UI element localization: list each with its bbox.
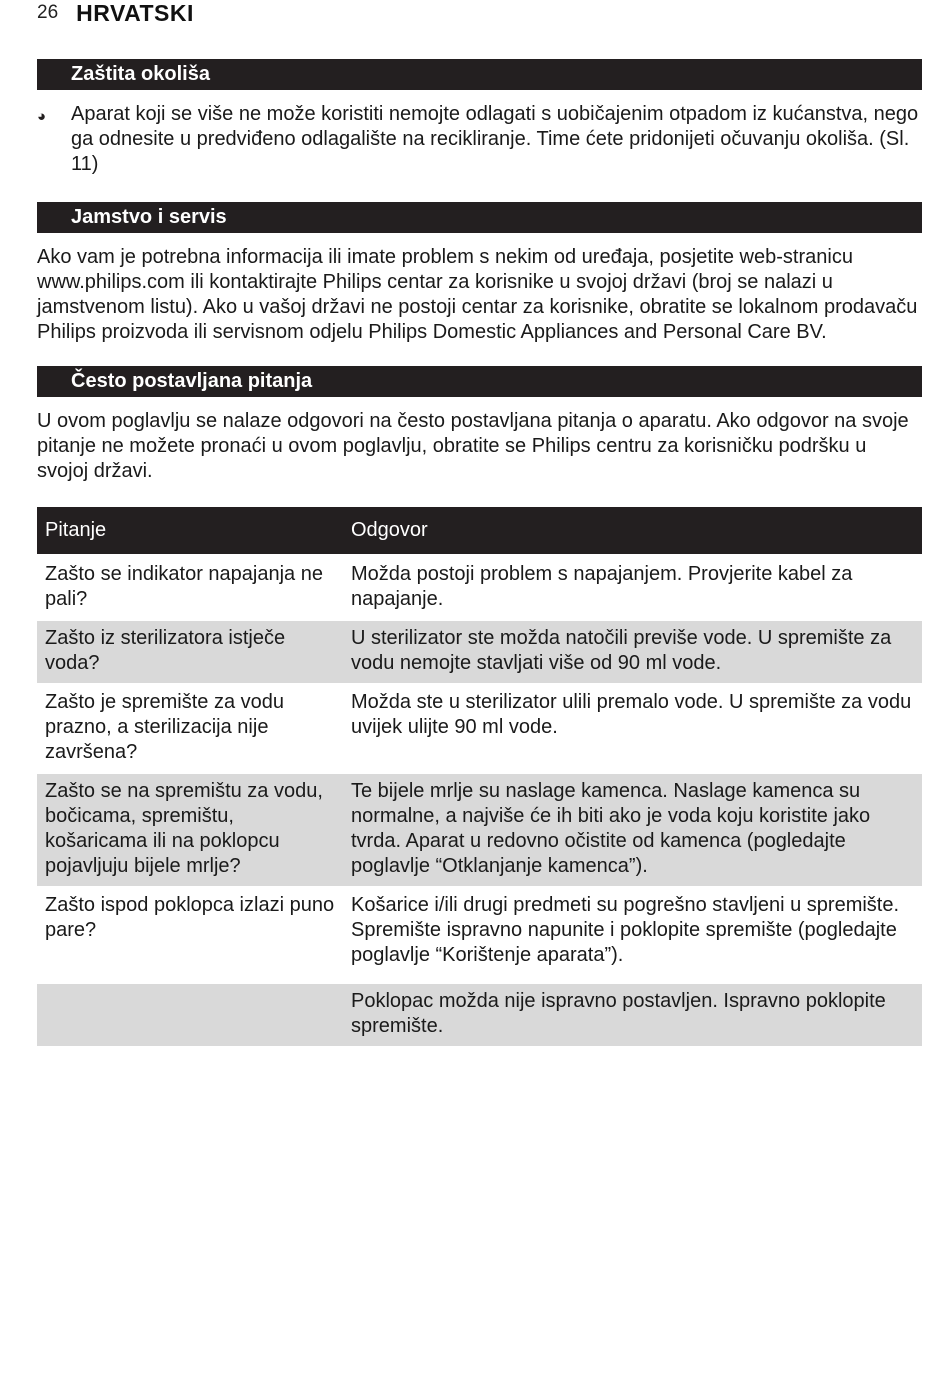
question-cell: Zašto ispod poklopca izlazi puno pare?	[37, 887, 343, 983]
table-row	[37, 620, 922, 684]
question-cell: Zašto se na spremištu za vodu, bočicama, spremištu, košaricama ili na poklopcu pojavljuju bijele mrlje?	[37, 773, 343, 887]
answer-cell: U sterilizator ste možda natočili previše vode. U spremište za vodu nemojte stavljati više od 90 ml vode.	[343, 620, 922, 684]
question-cell	[37, 983, 343, 1047]
section-title-warranty: Jamstvo i servis	[37, 202, 922, 233]
page-content	[37, 59, 922, 1048]
question-cell: Zašto se indikator napajanja ne pali?	[37, 554, 343, 620]
bullet-item	[37, 102, 922, 177]
faq-table	[37, 507, 922, 1048]
answer-cell: Možda ste u sterilizator ulili premalo vode. U spremište za vodu uvijek ulijte 90 ml vode.	[343, 684, 922, 773]
column-header-answer: Odgovor	[343, 507, 922, 554]
section-title-faq: Često postavljana pitanja	[37, 366, 922, 397]
table-row	[37, 773, 922, 887]
answer-cell: Te bijele mrlje su naslage kamenca. Naslage kamenca su normalne, a najviše će ih biti ako je voda koju koristite jako tvrda. Aparat u redovno očistite od kamenca (pogledajte poglavlje “Otklanjanje kamenca”).	[343, 773, 922, 887]
bullet-arrow-icon: ◕	[37, 108, 47, 125]
table-row	[37, 554, 922, 620]
question-cell: Zašto je spremište za vodu prazno, a sterilizacija nije završena?	[37, 684, 343, 773]
answer-cell: Poklopac možda nije ispravno postavljen. Ispravno poklopite spremište.	[343, 983, 922, 1047]
faq-intro: U ovom poglavlju se nalaze odgovori na često postavljana pitanja o aparatu. Ako odgovor na svoje pitanje ne možete pronaći u ovom poglavlju, obratite se Philips centru za korisničku podršku u svojoj državi.	[37, 410, 909, 482]
bullet-text: Aparat koji se više ne može koristiti nemojte odlagati s uobičajenim otpadom iz kućanstva, nego ga odnesite u predviđeno odlagalište na recikliranje. Time ćete pridonijeti očuvanju okoliša. (Sl. 11)	[71, 103, 919, 175]
table-row	[37, 887, 922, 983]
page-header	[37, 0, 194, 26]
section-title-environment: Zaštita okoliša	[37, 59, 922, 90]
answer-cell: Košarice i/ili drugi predmeti su pogrešno stavljeni u spremište. Spremište ispravno napunite i poklopite spremište (pogledajte poglavlje “Korištenje aparata”).	[343, 887, 922, 983]
column-header-question: Pitanje	[37, 507, 343, 554]
page-number: 26	[37, 2, 59, 23]
question-cell: Zašto iz sterilizatora istječe voda?	[37, 620, 343, 684]
faq-table-header	[37, 507, 922, 554]
table-row	[37, 983, 922, 1047]
warranty-text: Ako vam je potrebna informacija ili imate problem s nekim od uređaja, posjetite web-stranicu www.philips.com ili kontaktirajte Philips centar za korisnike u svojoj državi (broj se nalazi u jamstvenom listu). Ako u vašoj državi ne postoji centar za korisnike, obratite se lokalnom prodavaču Philips proizvoda ili servisnom odjelu Philips Domestic Appliances and Personal Care BV.	[37, 246, 918, 343]
table-row	[37, 684, 922, 773]
answer-cell: Možda postoji problem s napajanjem. Provjerite kabel za napajanje.	[343, 554, 922, 620]
page-language: HRVATSKI	[76, 0, 194, 26]
